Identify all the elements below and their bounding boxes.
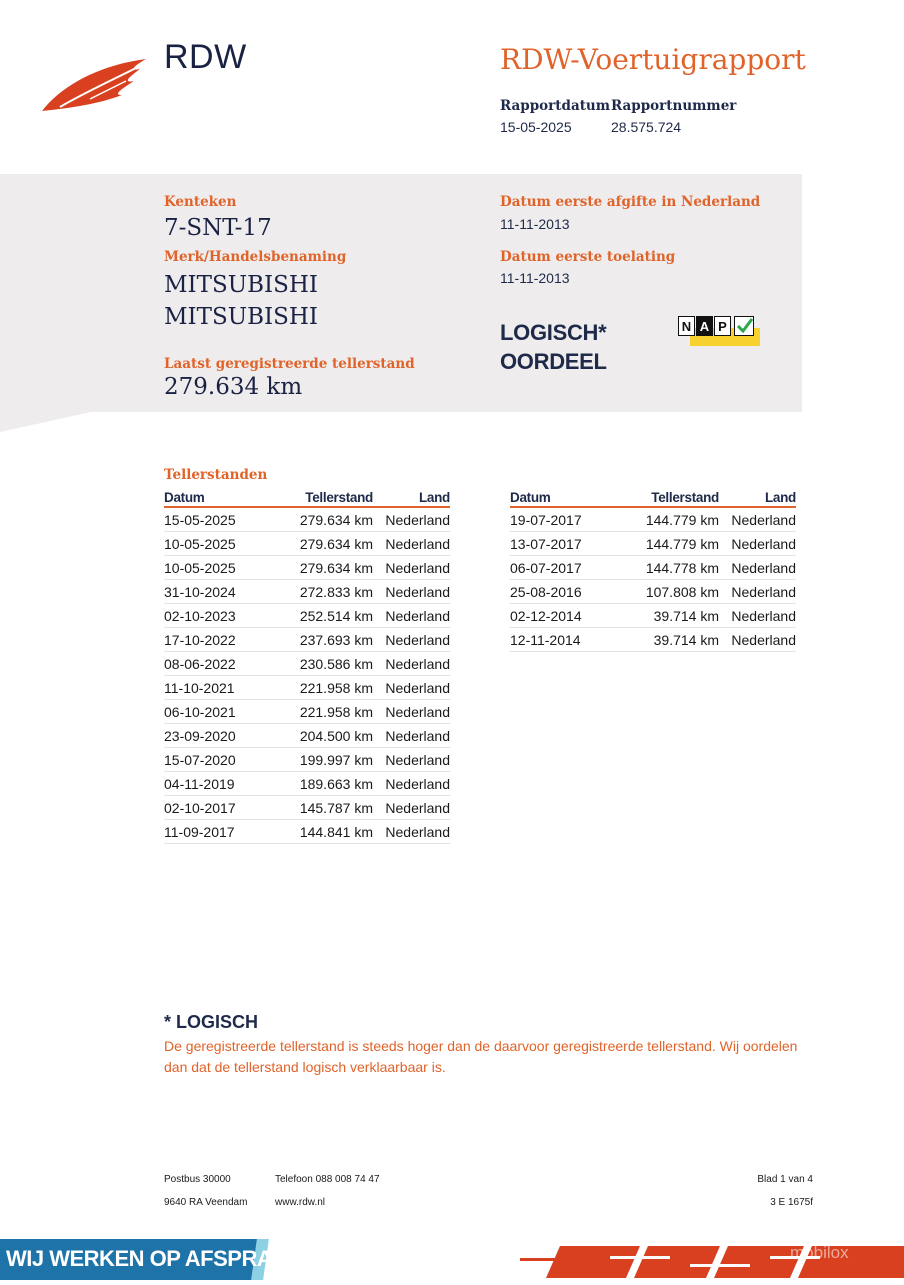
cell-date: 02-12-2014 [510, 604, 626, 628]
cell-date: 31-10-2024 [164, 580, 280, 604]
readings-table-right [510, 489, 796, 652]
cell-date: 15-07-2020 [164, 748, 280, 772]
cell-country: Nederland [373, 556, 450, 580]
cell-odometer: 107.808 km [626, 580, 719, 604]
cell-odometer: 221.958 km [280, 676, 373, 700]
cell-country: Nederland [373, 724, 450, 748]
cell-odometer: 279.634 km [280, 532, 373, 556]
footer-website[interactable]: www.rdw.nl [275, 1197, 326, 1208]
plate-label: Kenteken [164, 194, 237, 210]
footnote-text: De geregistreerde tellerstand is steeds hoger dan de daarvoor geregistreerde tellerstand. Wij oordelen dan dat de tellerstand logisch verklaarbaar is. [164, 1038, 798, 1075]
cell-country: Nederland [373, 507, 450, 532]
cell-date: 23-09-2020 [164, 724, 280, 748]
cell-country: Nederland [373, 532, 450, 556]
cell-date: 13-07-2017 [510, 532, 626, 556]
make-value: MITSUBISHI [164, 272, 319, 298]
table-row [164, 724, 450, 748]
table-row [164, 820, 450, 844]
cell-date: 02-10-2023 [164, 604, 280, 628]
table-row [510, 532, 796, 556]
cell-country: Nederland [373, 820, 450, 844]
report-number: 28.575.724 [611, 119, 682, 135]
table-row [164, 748, 450, 772]
cell-date: 19-07-2017 [510, 507, 626, 532]
cell-date: 06-07-2017 [510, 556, 626, 580]
cell-odometer: 144.841 km [280, 820, 373, 844]
cell-odometer: 189.663 km [280, 772, 373, 796]
column-header-country: Land [373, 489, 450, 507]
cell-odometer: 279.634 km [280, 507, 373, 532]
first-issue-nl-date: 11-11-2013 [500, 216, 570, 232]
column-header-odometer: Tellerstand [626, 489, 719, 507]
cell-date: 08-06-2022 [164, 652, 280, 676]
footer-code: 3 E 1675f [770, 1197, 813, 1208]
table-row [510, 556, 796, 580]
cell-odometer: 204.500 km [280, 724, 373, 748]
table-row [510, 628, 796, 652]
cell-odometer: 272.833 km [280, 580, 373, 604]
cell-odometer: 39.714 km [626, 604, 719, 628]
table-row [164, 676, 450, 700]
report-title: RDW-Voertuigrapport [500, 43, 806, 76]
readings-right-body [510, 507, 796, 652]
cell-country: Nederland [373, 628, 450, 652]
make-label: Merk/Handelsbenaming [164, 249, 347, 265]
cell-date: 11-09-2017 [164, 820, 280, 844]
cell-odometer: 145.787 km [280, 796, 373, 820]
footnote-title: * LOGISCH [164, 1012, 259, 1032]
cell-date: 11-10-2021 [164, 676, 280, 700]
footer-page-number: Blad 1 van 4 [757, 1174, 813, 1185]
footer-po-box: Postbus 30000 [164, 1174, 231, 1185]
nap-letter-a: A [696, 316, 713, 336]
appointment-banner-text: WIJ WERKEN OP AFSPRAAK [6, 1246, 304, 1271]
cell-country: Nederland [373, 676, 450, 700]
first-issue-nl-label: Datum eerste afgifte in Nederland [500, 194, 761, 210]
table-row [164, 532, 450, 556]
cell-country: Nederland [719, 580, 796, 604]
cell-odometer: 144.779 km [626, 532, 719, 556]
column-header-odometer: Tellerstand [280, 489, 373, 507]
first-admission-date: 11-11-2013 [500, 270, 570, 286]
cell-country: Nederland [373, 748, 450, 772]
column-header-date: Datum [510, 489, 626, 507]
cell-odometer: 144.778 km [626, 556, 719, 580]
cell-odometer: 252.514 km [280, 604, 373, 628]
cell-date: 12-11-2014 [510, 628, 626, 652]
cell-country: Nederland [373, 700, 450, 724]
table-row [164, 556, 450, 580]
verdict-line-2: OORDEEL [500, 349, 607, 374]
table-row [510, 604, 796, 628]
cell-date: 10-05-2025 [164, 556, 280, 580]
report-number-label: Rapportnummer [611, 98, 737, 114]
cell-odometer: 279.634 km [280, 556, 373, 580]
cell-odometer: 230.586 km [280, 652, 373, 676]
report-date-label: Rapportdatum [500, 98, 611, 114]
cell-odometer: 221.958 km [280, 700, 373, 724]
watermark-text: mobilox [790, 1243, 849, 1262]
cell-country: Nederland [373, 652, 450, 676]
cell-country: Nederland [373, 796, 450, 820]
table-row [164, 604, 450, 628]
table-row [164, 652, 450, 676]
cell-country: Nederland [719, 532, 796, 556]
readings-title: Tellerstanden [164, 467, 268, 483]
table-header-row [164, 489, 450, 507]
cell-country: Nederland [373, 580, 450, 604]
cell-odometer: 237.693 km [280, 628, 373, 652]
cell-country: Nederland [373, 604, 450, 628]
table-row [164, 700, 450, 724]
footer-city: 9640 RA Veendam [164, 1197, 248, 1208]
panel-decoration [0, 410, 100, 432]
cell-date: 25-08-2016 [510, 580, 626, 604]
column-header-country: Land [719, 489, 796, 507]
verdict-line-1: LOGISCH* [500, 320, 607, 345]
cell-odometer: 39.714 km [626, 628, 719, 652]
cell-date: 06-10-2021 [164, 700, 280, 724]
cell-country: Nederland [719, 507, 796, 532]
plate-number: 7-SNT-17 [164, 215, 272, 241]
cell-country: Nederland [719, 556, 796, 580]
cell-date: 04-11-2019 [164, 772, 280, 796]
table-header-row [510, 489, 796, 507]
report-date: 15-05-2025 [500, 119, 572, 135]
footer-phone: Telefoon 088 008 74 47 [275, 1174, 380, 1185]
cell-country: Nederland [719, 604, 796, 628]
cell-date: 15-05-2025 [164, 507, 280, 532]
nap-letter-n: N [678, 316, 695, 336]
table-row [164, 580, 450, 604]
table-row [164, 507, 450, 532]
nap-letter-p: P [714, 316, 731, 336]
checkmark-icon [734, 316, 754, 336]
table-row [164, 628, 450, 652]
verdict [500, 318, 607, 376]
rdw-logo-icon [40, 55, 148, 118]
nap-badge [678, 316, 760, 346]
cell-date: 02-10-2017 [164, 796, 280, 820]
brand-name: RDW [164, 38, 247, 76]
readings-table-left [164, 489, 450, 844]
odometer-label: Laatst geregistreerde tellerstand [164, 356, 415, 372]
cell-odometer: 144.779 km [626, 507, 719, 532]
odometer-value: 279.634 km [164, 374, 303, 400]
cell-country: Nederland [719, 628, 796, 652]
table-row [164, 796, 450, 820]
cell-date: 17-10-2022 [164, 628, 280, 652]
first-admission-label: Datum eerste toelating [500, 249, 676, 265]
cell-country: Nederland [373, 772, 450, 796]
table-row [510, 507, 796, 532]
trade-name-value: MITSUBISHI [164, 304, 319, 330]
table-row [510, 580, 796, 604]
column-header-date: Datum [164, 489, 280, 507]
cell-odometer: 199.997 km [280, 748, 373, 772]
cell-date: 10-05-2025 [164, 532, 280, 556]
table-row [164, 772, 450, 796]
readings-left-body [164, 507, 450, 844]
